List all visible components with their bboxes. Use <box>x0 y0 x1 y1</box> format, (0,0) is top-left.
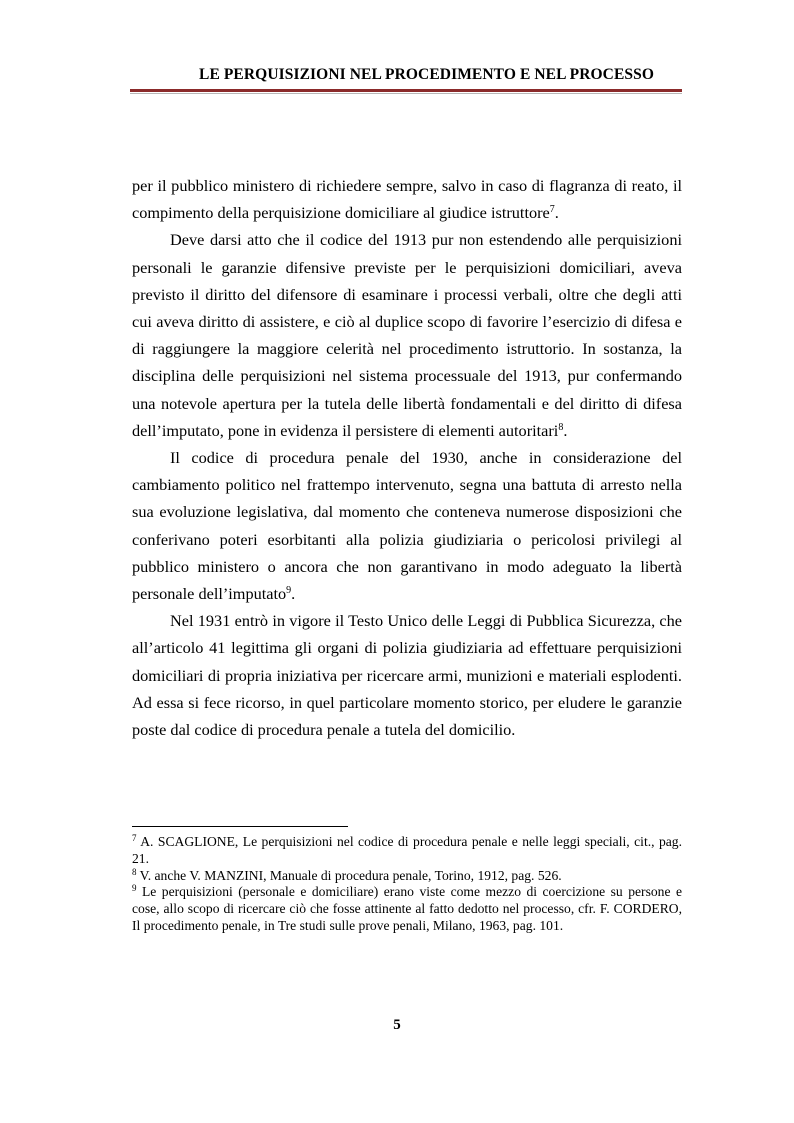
footnote-separator <box>132 826 348 827</box>
running-header <box>132 66 682 84</box>
page-number: 5 <box>393 1017 401 1033</box>
paragraph-4-text: Nel 1931 entrò in vigore il Testo Unico delle Leggi di Pubblica Sicurezza, che all’articolo 41 legittima gli organi di polizia giudiziaria ad effettuare perquisizioni domiciliari di propria iniziativa per ricercare armi, munizioni e materiali esplodenti. Ad essa si fece ricorso, in quel particolare momento storico, per eludere le garanzie poste dal codice di procedura penale a tutela del domicilio. <box>132 611 682 740</box>
footnote-7 <box>132 834 682 868</box>
paragraph-3-text: Il codice di procedura penale del 1930, anche in considerazione del cambiamento politico nel frattempo intervenuto, segna una battuta di arresto nella sua evoluzione legislativa, dal momento che conteneva numerose disposizioni che conferivano poteri esorbitanti alla polizia giudiziaria o pericolosi privilegi al pubblico ministero o ancora che non garantivano in modo adeguato la libertà personale dell’imputato <box>132 448 682 604</box>
footnote-number: 8 <box>132 866 137 877</box>
footnote-9 <box>132 884 682 934</box>
paragraph-1 <box>132 172 682 226</box>
footnote-ref-9[interactable]: 9 <box>286 585 292 597</box>
footnote-number: 9 <box>132 883 137 894</box>
paragraph-3-end: . <box>291 584 296 604</box>
running-header-title: LE PERQUISIZIONI NEL PROCEDIMENTO E NEL PROCESSO <box>199 66 654 83</box>
paragraph-2-text: Deve darsi atto che il codice del 1913 pur non estendendo alle perquisizioni personali le garanzie difensive previste per le perquisizioni domiciliari, aveva previsto il diritto del difensore di esaminare i processi verbali, oltre che degli atti cui aveva diritto di assistere, e ciò al duplice scopo di favorire l’esercizio di difesa e di raggiungere la maggiore celerità nel procedimento istruttorio. In sostanza, la disciplina delle perquisizioni nel sistema processuale del 1913, pur confermando una notevole apertura per la tutela delle libertà fondamentali e del diritto di difesa dell’imputato, pone in evidenza il persistere di elementi autoritari <box>132 230 682 440</box>
footnote-ref-8[interactable]: 8 <box>558 421 564 433</box>
footnote-text: V. anche V. MANZINI, Manuale di procedura penale, Torino, 1912, pag. 526. <box>136 867 562 883</box>
paragraph-4 <box>132 607 682 743</box>
footnote-text: A. SCAGLIONE, Le perquisizioni nel codice di procedura penale e nelle leggi speciali, cit., pag. 21. <box>132 834 682 866</box>
footnotes <box>132 834 682 935</box>
paragraph-1-end: . <box>554 203 559 223</box>
footnote-number: 7 <box>132 833 137 843</box>
footnote-8 <box>132 868 682 885</box>
paragraph-3 <box>132 444 682 607</box>
body-text <box>132 172 682 743</box>
paragraph-2 <box>132 226 682 444</box>
paragraph-2-end: . <box>563 420 568 440</box>
footnote-ref-7[interactable]: 7 <box>549 204 555 216</box>
header-rule-thin <box>130 93 682 94</box>
header-rule-thick <box>130 89 682 92</box>
footnote-text: Le perquisizioni (personale e domiciliare) erano viste come mezzo di coercizione su persone e cose, allo scopo di ricercare ciò che fosse attinente al fatto dedotto nel processo, cfr. F. CORDERO, Il procedimento penale, in Tre studi sulle prove penali, Milano, 1963, pag. 101. <box>132 884 682 933</box>
paragraph-1-text: per il pubblico ministero di richiedere sempre, salvo in caso di flagranza di reato, il compimento della perquisizione domiciliare al giudice istruttore <box>132 176 682 223</box>
